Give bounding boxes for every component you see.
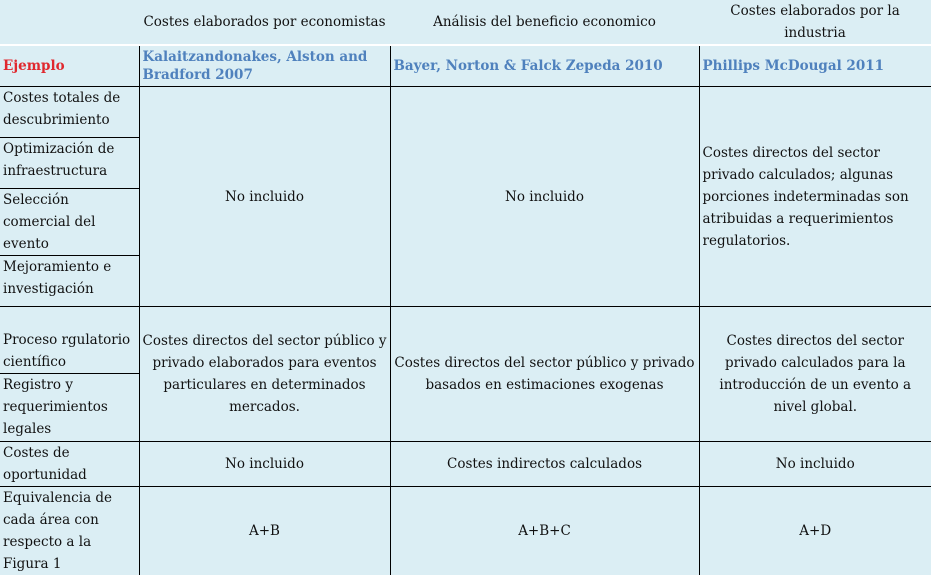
row-label-improvement: Mejoramiento e investigación [0,256,139,307]
row-label-opportunity: Costes de oportunidad [0,442,139,487]
example-label: Ejemplo [0,45,139,87]
group1-economists-cell: No incluido [139,87,390,307]
table-row [0,307,931,374]
group2-industry-cell: Costes directos del sector privado calculados para la introducción de un evento a nivel global. [699,307,931,442]
equivalence-benefit-cell: A+B+C [390,487,699,575]
header-empty-cell [0,0,139,45]
equivalence-industry-cell: A+D [699,487,931,575]
group2-economists-cell: Costes directos del sector público y privado elaborados para eventos particulares en determinados mercados. [139,307,390,442]
row-label-equivalence: Equivalencia de cada área con respecto a la Figura 1 [0,487,139,575]
header-benefit-analysis: Análisis del beneficio economico [390,0,699,45]
example-ref-benefit: Bayer, Norton & Falck Zepeda 2010 [390,45,699,87]
group2-benefit-cell: Costes directos del sector público y privado basados en estimaciones exogenas [390,307,699,442]
row-label-discovery: Costes totales de descubrimiento [0,87,139,138]
example-row [0,45,931,87]
equivalence-economists-cell: A+B [139,487,390,575]
table-row [0,87,931,138]
row-label-legal: Registro y requerimientos legales [0,374,139,442]
opportunity-industry-cell: No incluido [699,442,931,487]
example-ref-industry: Phillips McDougal 2011 [699,45,931,87]
row-label-regulatory: Proceso rgulatorio científico [0,307,139,374]
row-label-infrastructure: Optimización de infraestructura [0,138,139,189]
group1-industry-cell: Costes directos del sector privado calculados; algunas porciones indeterminadas son atribuidas a requerimientos regulatorios. [699,87,931,307]
opportunity-economists-cell: No incluido [139,442,390,487]
group1-benefit-cell: No incluido [390,87,699,307]
header-industry: Costes elaborados por la industria [699,0,931,45]
opportunity-benefit-cell: Costes indirectos calculados [390,442,699,487]
row-label-selection: Selección comercial del evento [0,189,139,256]
example-ref-economists: Kalaitzandonakes, Alston and Bradford 2007 [139,45,390,87]
header-economists: Costes elaborados por economistas [139,0,390,45]
table-row [0,442,931,487]
header-row [0,0,931,45]
table-row [0,487,931,575]
